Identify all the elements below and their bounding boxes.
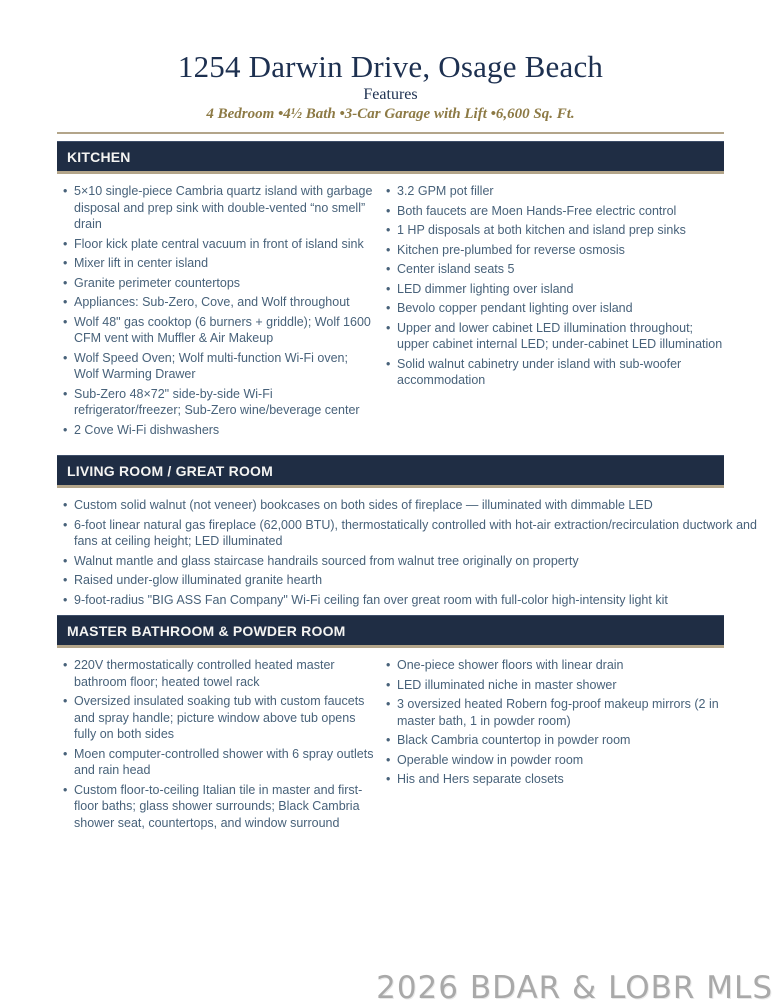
feature-item: • Mixer lift in center island — [57, 255, 375, 272]
feature-item: • Custom floor-to-ceiling Italian tile in master and first-floor baths; glass shower surrounds; Black Cambria shower seat, countertops, and window surround — [57, 782, 375, 832]
page-title: 1254 Darwin Drive, Osage Beach — [177, 49, 604, 84]
page-subtitle: Features — [363, 86, 418, 104]
title-divider-rule — [57, 132, 724, 134]
feature-item: • His and Hers separate closets — [380, 771, 724, 788]
section-bar-living-room: LIVING ROOM / GREAT ROOM — [57, 455, 724, 488]
feature-item: • 1 HP disposals at both kitchen and island prep sinks — [380, 222, 724, 239]
feature-item: • 6-foot linear natural gas fireplace (62,000 BTU), thermostatically controlled with hot-air extraction/recirculation ductwork and fans at ceiling height; LED illuminated — [57, 517, 772, 550]
feature-item: • Custom solid walnut (not veneer) bookcases on both sides of fireplace — illuminated with dimmable LED — [57, 497, 772, 514]
feature-item: • 9-foot-radius "BIG ASS Fan Company" Wi-Fi ceiling fan over great room with full-color high-intensity light kit — [57, 592, 772, 609]
feature-item: • Wolf 48" gas cooktop (6 burners + griddle); Wolf 1600 CFM vent with Muffler & Air Makeup — [57, 314, 375, 347]
kitchen-list-left — [57, 183, 375, 441]
feature-item: • 3.2 GPM pot filler — [380, 183, 724, 200]
section-bar-master-bathroom: MASTER BATHROOM & POWDER ROOM — [57, 615, 724, 648]
feature-item: • Bevolo copper pendant lighting over island — [380, 300, 724, 317]
feature-item: • Upper and lower cabinet LED illumination throughout; upper cabinet internal LED; under-cabinet LED illumination — [380, 320, 724, 353]
specs-line: 4 Bedroom •4½ Bath •3-Car Garage with Lift •6,600 Sq. Ft. — [206, 106, 575, 123]
feature-item: • LED illuminated niche in master shower — [380, 677, 724, 694]
feature-item: • Black Cambria countertop in powder room — [380, 732, 724, 749]
page-content — [57, 0, 757, 841]
kitchen-columns — [57, 174, 724, 448]
section-bar-kitchen: KITCHEN — [57, 141, 724, 174]
feature-item: • Wolf Speed Oven; Wolf multi-function Wi-Fi oven; Wolf Warming Drawer — [57, 350, 375, 383]
feature-item: • Sub-Zero 48×72" side-by-side Wi-Fi refrigerator/freezer; Sub-Zero wine/beverage center — [57, 386, 375, 419]
feature-item: • Oversized insulated soaking tub with custom faucets and spray handle; picture window above tub opens fully on both sides — [57, 693, 375, 743]
feature-item: • Appliances: Sub-Zero, Cove, and Wolf throughout — [57, 294, 375, 311]
living-room-list — [57, 497, 772, 608]
feature-item: • Both faucets are Moen Hands-Free electric control — [380, 203, 724, 220]
feature-item: • 220V thermostatically controlled heated master bathroom floor; heated towel rack — [57, 657, 375, 690]
feature-item: • Solid walnut cabinetry under island with sub-woofer accommodation — [380, 356, 724, 389]
master-bathroom-columns — [57, 648, 724, 841]
feature-item: • 2 Cove Wi-Fi dishwashers — [57, 422, 375, 439]
kitchen-list-right — [380, 183, 724, 441]
mls-watermark: 2026 BDAR & LOBR MLS — [376, 970, 773, 1006]
feature-item: • One-piece shower floors with linear drain — [380, 657, 724, 674]
feature-item: • Walnut mantle and glass staircase handrails sourced from walnut tree originally on property — [57, 553, 772, 570]
feature-item: • Operable window in powder room — [380, 752, 724, 769]
feature-item: • Moen computer-controlled shower with 6 spray outlets and rain head — [57, 746, 375, 779]
feature-item: • 3 oversized heated Robern fog-proof makeup mirrors (2 in master bath, 1 in powder room) — [380, 696, 724, 729]
feature-item: • LED dimmer lighting over island — [380, 281, 724, 298]
feature-item: • Floor kick plate central vacuum in front of island sink — [57, 236, 375, 253]
feature-item: • 5×10 single-piece Cambria quartz island with garbage disposal and prep sink with double-vented “no smell” drain — [57, 183, 375, 233]
master-bathroom-list-left — [57, 657, 375, 834]
feature-item: • Center island seats 5 — [380, 261, 724, 278]
master-bathroom-list-right — [380, 657, 724, 834]
feature-item: • Granite perimeter countertops — [57, 275, 375, 292]
feature-item: • Raised under-glow illuminated granite hearth — [57, 572, 772, 589]
feature-item: • Kitchen pre-plumbed for reverse osmosis — [380, 242, 724, 259]
